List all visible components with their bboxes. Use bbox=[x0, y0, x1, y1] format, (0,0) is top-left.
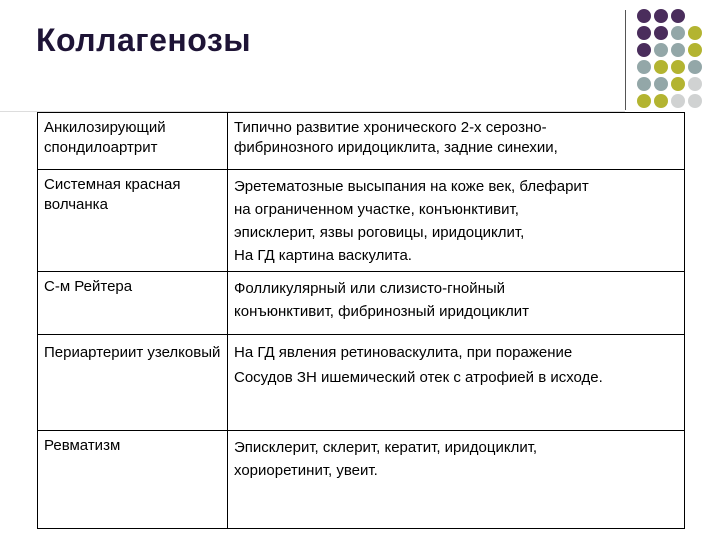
description-line: эписклерит, язвы роговицы, иридоциклит, bbox=[234, 224, 525, 241]
disease-cell: Системная красная волчанка bbox=[38, 170, 228, 272]
disease-cell: Периартериит узелковый bbox=[38, 335, 228, 431]
decor-dot bbox=[688, 60, 702, 74]
description-line: Эретематозные высыпания на коже век, блефарит bbox=[234, 178, 589, 195]
description-line: Типично развитие хронического 2-х серозно- bbox=[234, 119, 547, 136]
disease-cell: Ревматизм bbox=[38, 431, 228, 529]
decor-dot bbox=[654, 43, 668, 57]
decor-dot bbox=[671, 77, 685, 91]
decor-dot bbox=[671, 94, 685, 108]
decor-dot bbox=[654, 9, 668, 23]
decor-dot bbox=[637, 9, 651, 23]
decor-dot bbox=[671, 9, 685, 23]
description-line: На ГД картина васкулита. bbox=[234, 247, 412, 264]
table-row bbox=[38, 431, 685, 529]
decor-dot bbox=[637, 60, 651, 74]
description-line: хориоретинит, увеит. bbox=[234, 462, 378, 479]
description-line: Фолликулярный или слизисто-гнойный bbox=[234, 280, 506, 297]
description-line: Сосудов ЗН ишемический отек с атрофией в исходе. bbox=[234, 369, 603, 386]
description-line: фибринозного иридоциклита, задние синехии, bbox=[234, 139, 558, 156]
collagenoses-table bbox=[37, 112, 685, 529]
decor-dot bbox=[654, 94, 668, 108]
description-cell bbox=[228, 335, 685, 431]
decor-dot bbox=[688, 94, 702, 108]
description-cell bbox=[228, 272, 685, 335]
description-line: Эписклерит, склерит, кератит, иридоциклит, bbox=[234, 439, 538, 456]
table-row bbox=[38, 113, 685, 170]
decor-dot bbox=[688, 26, 702, 40]
decor-dot bbox=[637, 26, 651, 40]
decor-dot bbox=[637, 94, 651, 108]
decor-dot bbox=[688, 43, 702, 57]
description-cell bbox=[228, 170, 685, 272]
decor-dot bbox=[654, 77, 668, 91]
decor-dot bbox=[654, 26, 668, 40]
decor-dot bbox=[654, 60, 668, 74]
decor-dot bbox=[688, 77, 702, 91]
slide-title: Коллагенозы bbox=[36, 22, 252, 58]
table-row bbox=[38, 272, 685, 335]
decor-dot bbox=[671, 43, 685, 57]
decorative-vertical-line bbox=[625, 10, 626, 110]
decor-dot bbox=[637, 43, 651, 57]
description-line: конъюнктивит, фибринозный иридоциклит bbox=[234, 303, 530, 320]
decor-dot bbox=[671, 26, 685, 40]
description-line: на ограниченном участке, конъюнктивит, bbox=[234, 201, 519, 218]
disease-cell: С-м Рейтера bbox=[38, 272, 228, 335]
description-cell bbox=[228, 113, 685, 170]
table-row bbox=[38, 335, 685, 431]
description-line: На ГД явления ретиноваскулита, при поражение bbox=[234, 344, 573, 361]
decor-dot bbox=[637, 77, 651, 91]
table-row bbox=[38, 170, 685, 272]
disease-cell: Анкилозирующий спондилоартрит bbox=[38, 113, 228, 170]
decor-dot bbox=[671, 60, 685, 74]
description-cell bbox=[228, 431, 685, 529]
